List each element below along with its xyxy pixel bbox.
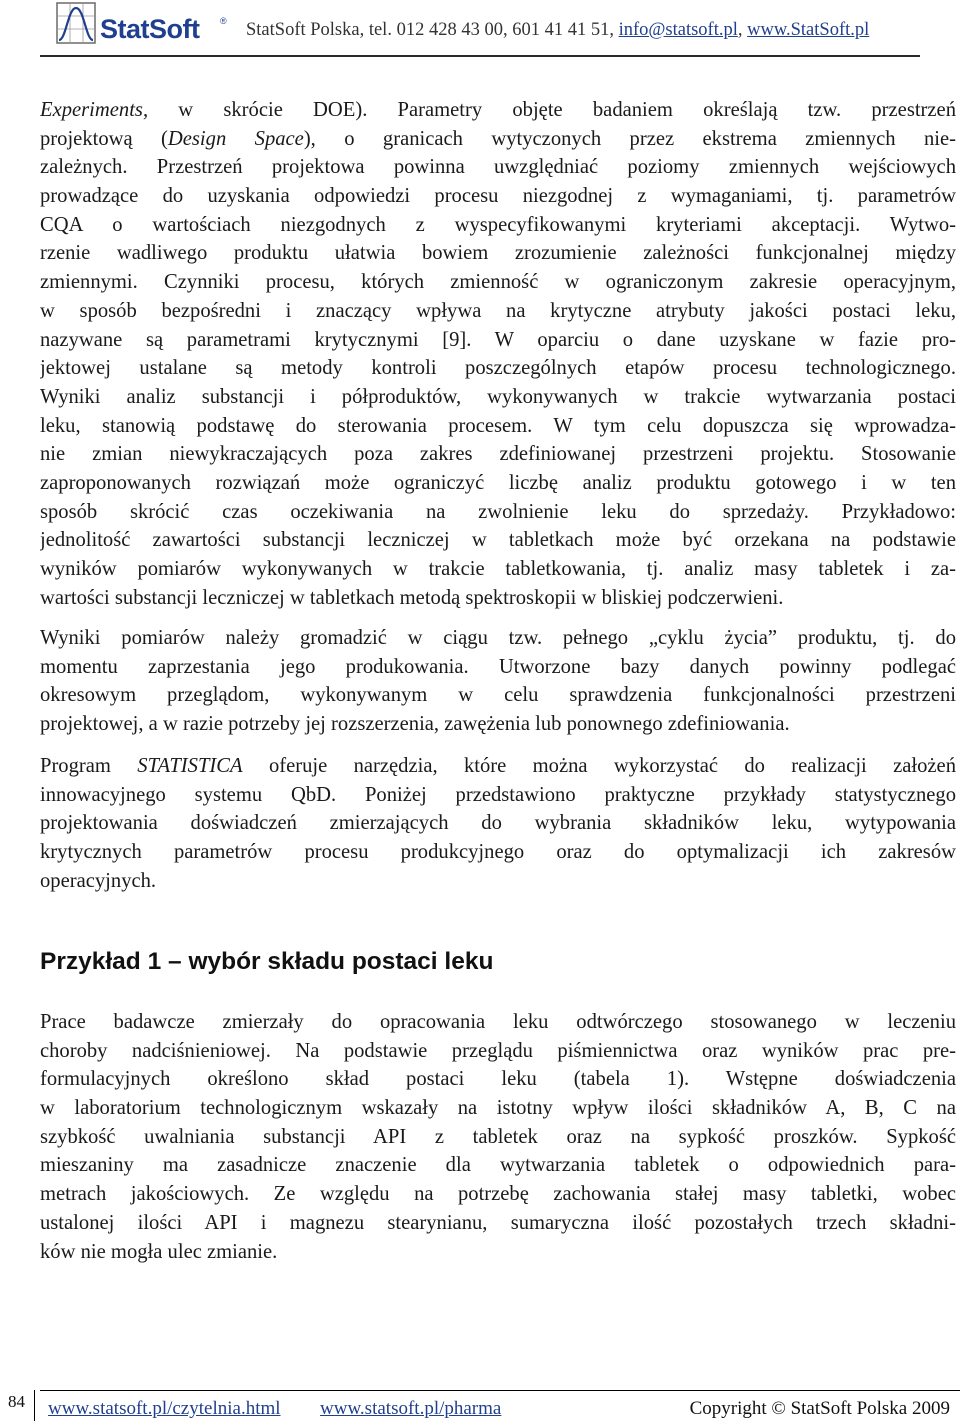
- text-run: leku, stanowią podstawę do sterowania procesem. W tym celu dopuszcza się wprowadza-: [40, 414, 956, 437]
- text-run: metrach jakościowych. Ze względu na potrzebę zachowania stałej masy tabletki, wobec: [40, 1183, 956, 1206]
- text-line: [40, 96, 956, 125]
- company-phone-line: StatSoft Polska, tel. 012 428 43 00, 601 41 41 51,: [246, 20, 619, 40]
- text-run: nie zmian niewykraczających poza zakres zdefiniowanej przestrzeni projektu. Stosowanie: [40, 443, 956, 466]
- italic-term: STATISTICA: [137, 755, 243, 777]
- text-line: [40, 1238, 956, 1267]
- text-run: zależnych. Przestrzeń projektowa powinna uwzględniać poziomy zmiennych wejściowych: [40, 156, 956, 179]
- statsoft-logo[interactable]: [56, 2, 228, 46]
- text-line: [40, 1065, 956, 1094]
- text-line: [40, 653, 956, 682]
- header-contact: [246, 20, 869, 41]
- italic-term: Design Space: [167, 127, 304, 150]
- text-run: Program: [40, 755, 138, 777]
- text-line: [40, 297, 956, 326]
- text-run: okresowym przeglądom, wykonywanym w celu sprawdzenia funkcjonalności przestrzeni: [40, 684, 956, 707]
- text-run: sposób skrócić czas oczekiwania na zwolnienie leku do sprzedaży. Przykładowo:: [40, 500, 956, 523]
- text-run: choroby nadciśnieniowej. Na podstawie przeglądu piśmiennictwa oraz wyników prac pre-: [40, 1039, 956, 1062]
- italic-term: Experiments: [40, 99, 143, 121]
- text-line: [40, 681, 956, 710]
- text-run: CQA o wartościach niezgodnych z wyspecyfikowanymi kryteriami akceptacji. Wytwo-: [40, 213, 956, 236]
- text-run: jektowej ustalane są metody kontroli poszczególnych etapów procesu technologicznego.: [40, 357, 956, 380]
- text-line: [40, 440, 956, 469]
- text-run: formulacyjnych określono skład postaci leku (tabela 1). Wstępne doświadczenia: [40, 1068, 956, 1091]
- paragraph-example-1: [40, 1008, 956, 1266]
- text-run: nazywane są parametrami krytycznymi [9]. W oparciu o dane uzyskane w fazie pro-: [40, 328, 956, 351]
- text-line: [40, 412, 956, 441]
- text-run: momentu zaprzestania jego produkowania. Utworzone bazy danych powinny podlegać: [40, 655, 956, 678]
- registered-mark: ®: [220, 16, 227, 26]
- text-run: innowacyjnego systemu QbD. Poniżej przedstawiono praktyczne przykłady statystycznego: [40, 783, 956, 806]
- logo-wordmark: StatSoft: [100, 14, 200, 44]
- text-line: [40, 182, 956, 211]
- text-run: zmiennymi. Czynniki procesu, których zmienność w ograniczonym zakresie operacyjnym,: [40, 271, 956, 294]
- text-line: [40, 1180, 956, 1209]
- text-run: projektowej, a w razie potrzeby jej rozszerzenia, zawężenia lub ponownego zdefiniowania.: [40, 713, 790, 736]
- text-line: [40, 752, 956, 781]
- text-line: [40, 125, 956, 154]
- text-run: oferuje narzędzia, które można wykorzystać do realizacji założeń: [242, 755, 956, 777]
- text-run: mieszaniny ma zasadnicze znaczenie dla wytwarzania tabletek o odpowiednich para-: [40, 1154, 956, 1177]
- text-line: [40, 239, 956, 268]
- text-run: zaproponowanych rozwiązań może ograniczyć liczbę analiz produktu gotowego i w ten: [40, 471, 956, 494]
- text-run: szybkość uwalniania substancji API z tabletek oraz na sypkość proszków. Sypkość: [40, 1125, 956, 1148]
- text-line: [40, 526, 956, 555]
- text-run: Wyniki pomiarów należy gromadzić w ciągu tzw. pełnego „cyklu życia” produktu, tj. do: [40, 627, 956, 649]
- text-run: Prace badawcze zmierzały do opracowania leku odtwórczego stosowanego w leczeniu: [40, 1011, 956, 1033]
- text-run: wartości substancji leczniczej w tabletkach metodą spektroskopii w bliskiej podczerwieni.: [40, 586, 784, 609]
- text-run: Wyniki analiz substancji i półproduktów, wykonywanych w trakcie wytwarzania postaci: [40, 385, 956, 408]
- paragraph-design-space: [40, 96, 956, 612]
- text-run: prowadzące do uzyskania odpowiedzi procesu niezgodnej z wymaganiami, tj. parametrów: [40, 185, 956, 208]
- text-line: [40, 1123, 956, 1152]
- text-run: rzenie wadliwego produktu ułatwia bowiem zrozumienie zależności funkcjonalnej między: [40, 242, 956, 265]
- footer-copyright: Copyright © StatSoft Polska 2009: [689, 1398, 950, 1419]
- text-run: ustalonej ilości API i magnezu stearynianu, sumaryczna ilość pozostałych trzech składni-: [40, 1211, 956, 1234]
- text-run: w sposób bezpośredni i znaczący wpływa na krytyczne atrybuty jakości postaci leku,: [40, 299, 956, 322]
- text-run: wyników pomiarów wykonywanych w trakcie tabletkowania, tj. analiz masy tabletek i za-: [40, 558, 956, 580]
- text-line: [40, 268, 956, 297]
- website-link[interactable]: www.StatSoft.pl: [747, 20, 870, 40]
- text-line: [40, 383, 956, 412]
- text-line: [40, 469, 956, 498]
- text-run: operacyjnych.: [40, 869, 157, 892]
- footer-link-czytelnia[interactable]: www.statsoft.pl/czytelnia.html: [48, 1398, 281, 1419]
- footer-divider: [40, 1390, 960, 1391]
- page-number: 84: [8, 1392, 25, 1411]
- text-run: w laboratorium technologicznym wskazały na istotny wpływ ilości składników A, B, C na: [40, 1097, 956, 1120]
- text-run: projektową (: [40, 127, 168, 150]
- header-divider: [40, 55, 920, 57]
- text-line: [40, 584, 956, 613]
- text-run: ), o granicach wytyczonych przez ekstrema zmiennych nie-: [303, 127, 956, 150]
- text-line: [40, 1094, 956, 1123]
- text-run: krytycznych parametrów procesu produkcyjnego oraz do optymalizacji ich zakresów: [40, 841, 956, 864]
- section-heading: Przykład 1 – wybór składu postaci leku: [40, 948, 494, 975]
- text-line: [40, 838, 956, 867]
- header-separator: ,: [737, 20, 748, 40]
- text-line: [40, 1037, 956, 1066]
- page-header: [0, 0, 960, 60]
- footer-page-divider: [34, 1390, 35, 1421]
- text-run: , w skrócie DOE). Parametry objęte badaniem określają tzw. przestrzeń: [142, 99, 956, 121]
- text-line: [40, 498, 956, 527]
- text-line: [40, 153, 956, 182]
- text-line: [40, 326, 956, 355]
- text-line: [40, 624, 956, 653]
- text-line: [40, 867, 956, 896]
- text-run: jednolitość zawartości substancji leczniczej w tabletkach może być orzekana na podstawie: [40, 529, 956, 552]
- text-run: projektowania doświadczeń zmierzających do wybrania składników leku, wytypowania: [40, 812, 956, 835]
- chart-logo-icon: [56, 2, 96, 44]
- text-line: [40, 1209, 956, 1238]
- paragraph-statistica: [40, 752, 956, 895]
- text-line: [40, 710, 956, 739]
- email-link[interactable]: info@statsoft.pl: [618, 20, 738, 40]
- text-line: [40, 354, 956, 383]
- text-line: [40, 555, 956, 584]
- text-line: [40, 1151, 956, 1180]
- text-line: [40, 781, 956, 810]
- text-line: [40, 211, 956, 240]
- paragraph-lifecycle: [40, 624, 956, 739]
- footer-link-pharma[interactable]: www.statsoft.pl/pharma: [320, 1398, 502, 1419]
- text-line: [40, 809, 956, 838]
- text-run: ków nie mogła ulec zmianie.: [40, 1240, 278, 1263]
- text-line: [40, 1008, 956, 1037]
